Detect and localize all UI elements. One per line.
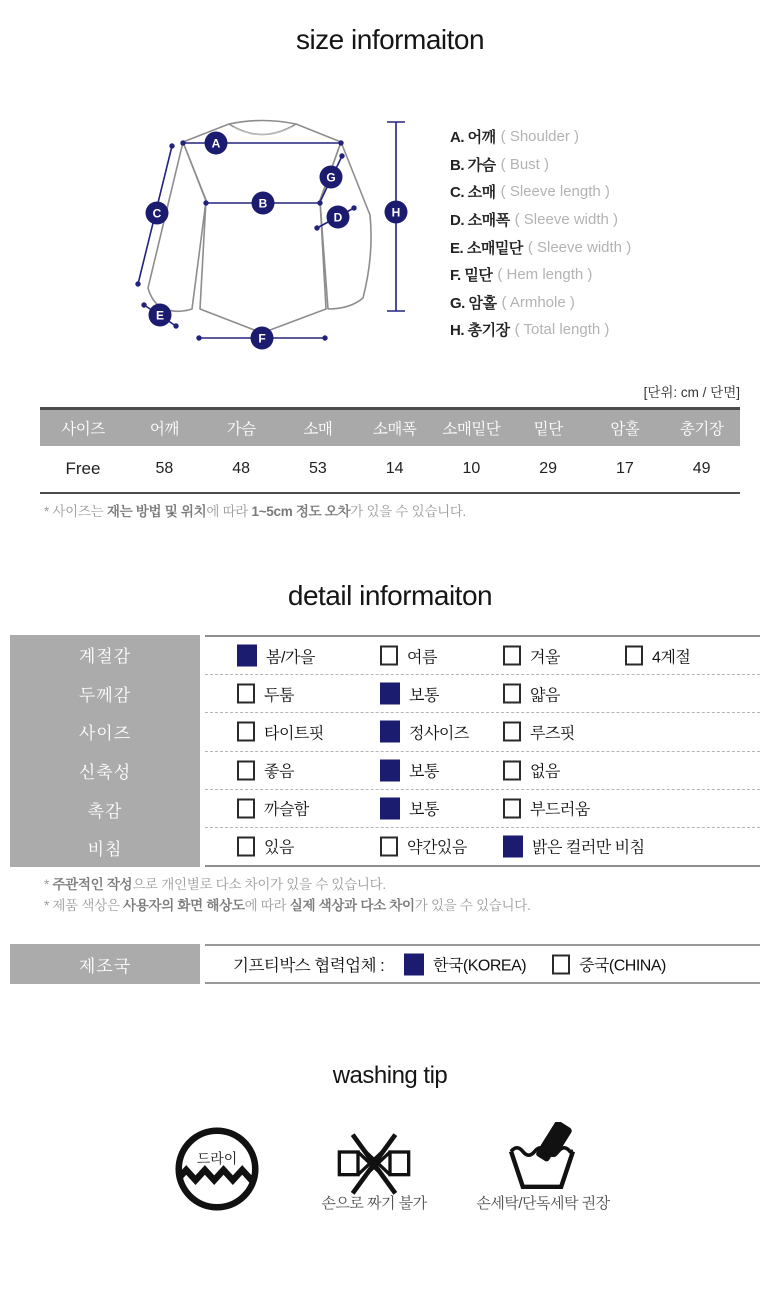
option-label: 좋음 (264, 763, 294, 781)
detail-option (380, 835, 467, 858)
checkbox-unchecked-icon (237, 722, 255, 742)
detail-note-line (44, 874, 530, 895)
legend-en-label: ( Sleeve length ) (500, 183, 610, 201)
origin-option (404, 953, 526, 976)
detail-note-line (44, 895, 530, 916)
note-segment: 실제 색상과 다소 차이 (289, 898, 415, 913)
no-wring-label: 손으로 짜기 불가 (321, 1195, 427, 1212)
diagram-marker-e: E (149, 304, 172, 327)
origin-options-area (205, 944, 760, 984)
origin-label: 제조국 (78, 956, 132, 976)
size-legend (450, 123, 631, 344)
checkbox-unchecked-icon (503, 760, 521, 780)
legend-en-label: ( Shoulder ) (500, 128, 580, 146)
diagram-marker-f: F (251, 327, 274, 350)
checkbox-unchecked-icon (503, 684, 521, 704)
note-segment: * 사이즈는 (44, 504, 107, 519)
checkbox-checked-icon (380, 683, 400, 705)
legend-en-label: ( Total length ) (514, 321, 610, 339)
size-column-header: 소매 (303, 421, 333, 438)
legend-item (450, 178, 631, 206)
detail-option (237, 797, 309, 820)
origin-row (10, 944, 760, 984)
no-wring-icon (318, 1132, 430, 1196)
detail-option (503, 720, 575, 743)
note-segment: 가 있을 수 있습니다. (350, 504, 467, 519)
checkbox-checked-icon (404, 953, 424, 975)
checkbox-unchecked-icon (237, 684, 255, 704)
size-value-cell: 14 (385, 460, 404, 477)
size-table (40, 407, 740, 494)
legend-item (450, 123, 631, 151)
note-segment: 사용자의 화면 해상도 (123, 898, 245, 913)
detail-row-label: 비침 (87, 840, 123, 860)
size-table-header (40, 410, 740, 446)
detail-option (380, 797, 439, 820)
detail-row-label: 신축성 (78, 762, 132, 782)
detail-option (237, 682, 294, 705)
detail-option (237, 644, 315, 667)
diagram-marker-g: G (320, 166, 343, 189)
detail-row (205, 675, 760, 713)
legend-item (450, 289, 631, 317)
option-label: 두툼 (264, 687, 294, 705)
detail-row-label: 두께감 (78, 685, 132, 705)
diagram-marker-d: D (327, 206, 350, 229)
legend-item (450, 316, 631, 344)
checkbox-unchecked-icon (380, 646, 398, 666)
note-segment: 주관적인 작성 (52, 877, 133, 892)
detail-row (205, 713, 760, 751)
size-value-cell: 29 (539, 460, 557, 477)
detail-row (205, 637, 760, 675)
detail-option (237, 835, 294, 858)
option-label: 루즈핏 (530, 725, 575, 743)
checkbox-unchecked-icon (503, 798, 521, 818)
size-section-title: size informaiton (295, 24, 485, 55)
size-column-header: 소매폭 (372, 421, 417, 438)
origin-label-cell (10, 944, 200, 984)
legend-kr-label: E. 소매밑단 (450, 239, 523, 257)
dry-clean-icon-label: 드라이 (196, 1150, 238, 1167)
checkbox-unchecked-icon (552, 954, 570, 974)
option-label: 보통 (409, 687, 439, 705)
option-label: 타이트핏 (264, 725, 324, 743)
legend-item (450, 151, 631, 179)
size-value-cell: 48 (232, 460, 250, 477)
washing-section-title: washing tip (332, 1062, 448, 1089)
detail-options-area (205, 635, 760, 867)
detail-option (503, 644, 560, 667)
option-label: 없음 (530, 763, 560, 781)
checkbox-unchecked-icon (380, 836, 398, 856)
origin-option (552, 953, 666, 976)
size-value-cell: Free (65, 459, 101, 478)
size-value-cell: 53 (308, 460, 327, 477)
detail-table (10, 635, 760, 867)
legend-en-label: ( Bust ) (500, 155, 549, 173)
legend-kr-label: F. 밑단 (450, 267, 493, 285)
note-segment: 재는 방법 및 위치 (106, 504, 207, 519)
checkbox-checked-icon (237, 645, 257, 667)
unit-note: [단위: cm / 단면] (643, 385, 740, 400)
detail-option (380, 644, 437, 667)
detail-option (380, 720, 469, 743)
origin-prefix: 기프티박스 협력업체 : (233, 957, 385, 975)
legend-en-label: ( Hem length ) (497, 266, 593, 284)
legend-kr-label: H. 총기장 (450, 322, 510, 340)
size-value-cell: 17 (615, 460, 634, 477)
size-value-cell: 49 (692, 460, 711, 477)
option-label: 밝은 컬러만 비침 (532, 839, 645, 857)
option-label: 있음 (264, 839, 294, 857)
legend-item (450, 206, 631, 234)
option-label: 얇음 (530, 687, 560, 705)
diagram-marker-b: B (252, 192, 275, 215)
legend-item (450, 233, 631, 261)
note-segment: 1~5cm 정도 오차 (251, 504, 351, 519)
detail-option (503, 797, 590, 820)
option-label: 까슬함 (264, 801, 309, 819)
detail-option (503, 682, 560, 705)
size-note (44, 500, 466, 520)
detail-section-title: detail informaiton (287, 580, 493, 611)
size-column-header: 총기장 (679, 421, 724, 438)
checkbox-unchecked-icon (237, 798, 255, 818)
checkbox-unchecked-icon (237, 760, 255, 780)
checkbox-checked-icon (380, 721, 400, 743)
detail-label-column (10, 635, 200, 867)
diagram-marker-c: C (146, 202, 169, 225)
hand-wash-label: 손세탁/단독세탁 권장 (476, 1195, 610, 1212)
size-column-header: 소매밑단 (442, 421, 501, 438)
legend-kr-label: B. 가슴 (450, 156, 496, 174)
option-label: 한국(KOREA) (433, 957, 527, 975)
detail-option (380, 682, 439, 705)
detail-option (503, 759, 560, 782)
detail-row-label: 촉감 (87, 801, 123, 821)
legend-en-label: ( Armhole ) (501, 293, 575, 311)
note-segment: 가 있을 수 있습니다. (414, 898, 531, 913)
checkbox-checked-icon (380, 797, 400, 819)
size-column-header: 가슴 (226, 421, 256, 438)
detail-row (205, 828, 760, 865)
checkbox-unchecked-icon (503, 722, 521, 742)
legend-kr-label: G. 암홀 (450, 294, 497, 312)
option-label: 부드러움 (530, 801, 590, 819)
diagram-marker-a: A (205, 132, 228, 155)
detail-row (205, 752, 760, 790)
dry-clean-icon (175, 1126, 259, 1212)
option-label: 정사이즈 (409, 725, 469, 743)
detail-option (625, 644, 690, 667)
legend-en-label: ( Sleeve width ) (527, 238, 632, 256)
detail-row (205, 790, 760, 828)
legend-en-label: ( Sleeve width ) (514, 211, 619, 229)
size-column-header: 어깨 (149, 421, 179, 438)
detail-option (237, 759, 294, 782)
note-segment: 으로 개인별로 다소 차이가 있을 수 있습니다. (132, 877, 386, 892)
option-label: 중국(CHINA) (579, 957, 666, 975)
option-label: 보통 (409, 763, 439, 781)
size-table-row (40, 446, 740, 492)
detail-option (237, 720, 324, 743)
option-label: 봄/가을 (266, 649, 315, 667)
size-column-header: 사이즈 (61, 421, 105, 438)
option-label: 4계절 (652, 649, 691, 667)
checkbox-checked-icon (380, 759, 400, 781)
detail-row-label: 계절감 (78, 646, 132, 666)
checkbox-unchecked-icon (237, 836, 255, 856)
note-segment: * 제품 색상은 (44, 898, 124, 913)
diagram-marker-h: H (385, 201, 408, 224)
size-column-header: 암홀 (610, 421, 640, 438)
detail-notes (44, 874, 530, 916)
legend-kr-label: A. 어깨 (450, 129, 496, 147)
option-label: 겨울 (530, 649, 560, 667)
legend-kr-label: C. 소매 (450, 184, 496, 202)
option-label: 약간있음 (407, 839, 467, 857)
checkbox-unchecked-icon (503, 646, 521, 666)
option-label: 여름 (407, 649, 437, 667)
detail-option (380, 759, 439, 782)
note-segment: * (44, 877, 53, 892)
size-column-header: 밑단 (533, 421, 563, 438)
legend-item (450, 261, 631, 289)
legend-kr-label: D. 소매폭 (450, 212, 510, 230)
size-value-cell: 58 (155, 460, 174, 477)
detail-option (503, 835, 645, 858)
detail-row-label: 사이즈 (78, 724, 132, 744)
option-label: 보통 (409, 801, 439, 819)
checkbox-checked-icon (503, 835, 523, 857)
size-value-cell: 10 (462, 460, 481, 477)
note-segment: 에 따라 (244, 898, 290, 913)
checkbox-unchecked-icon (625, 646, 643, 666)
note-segment: 에 따라 (206, 504, 252, 519)
hand-wash-icon (505, 1122, 579, 1192)
